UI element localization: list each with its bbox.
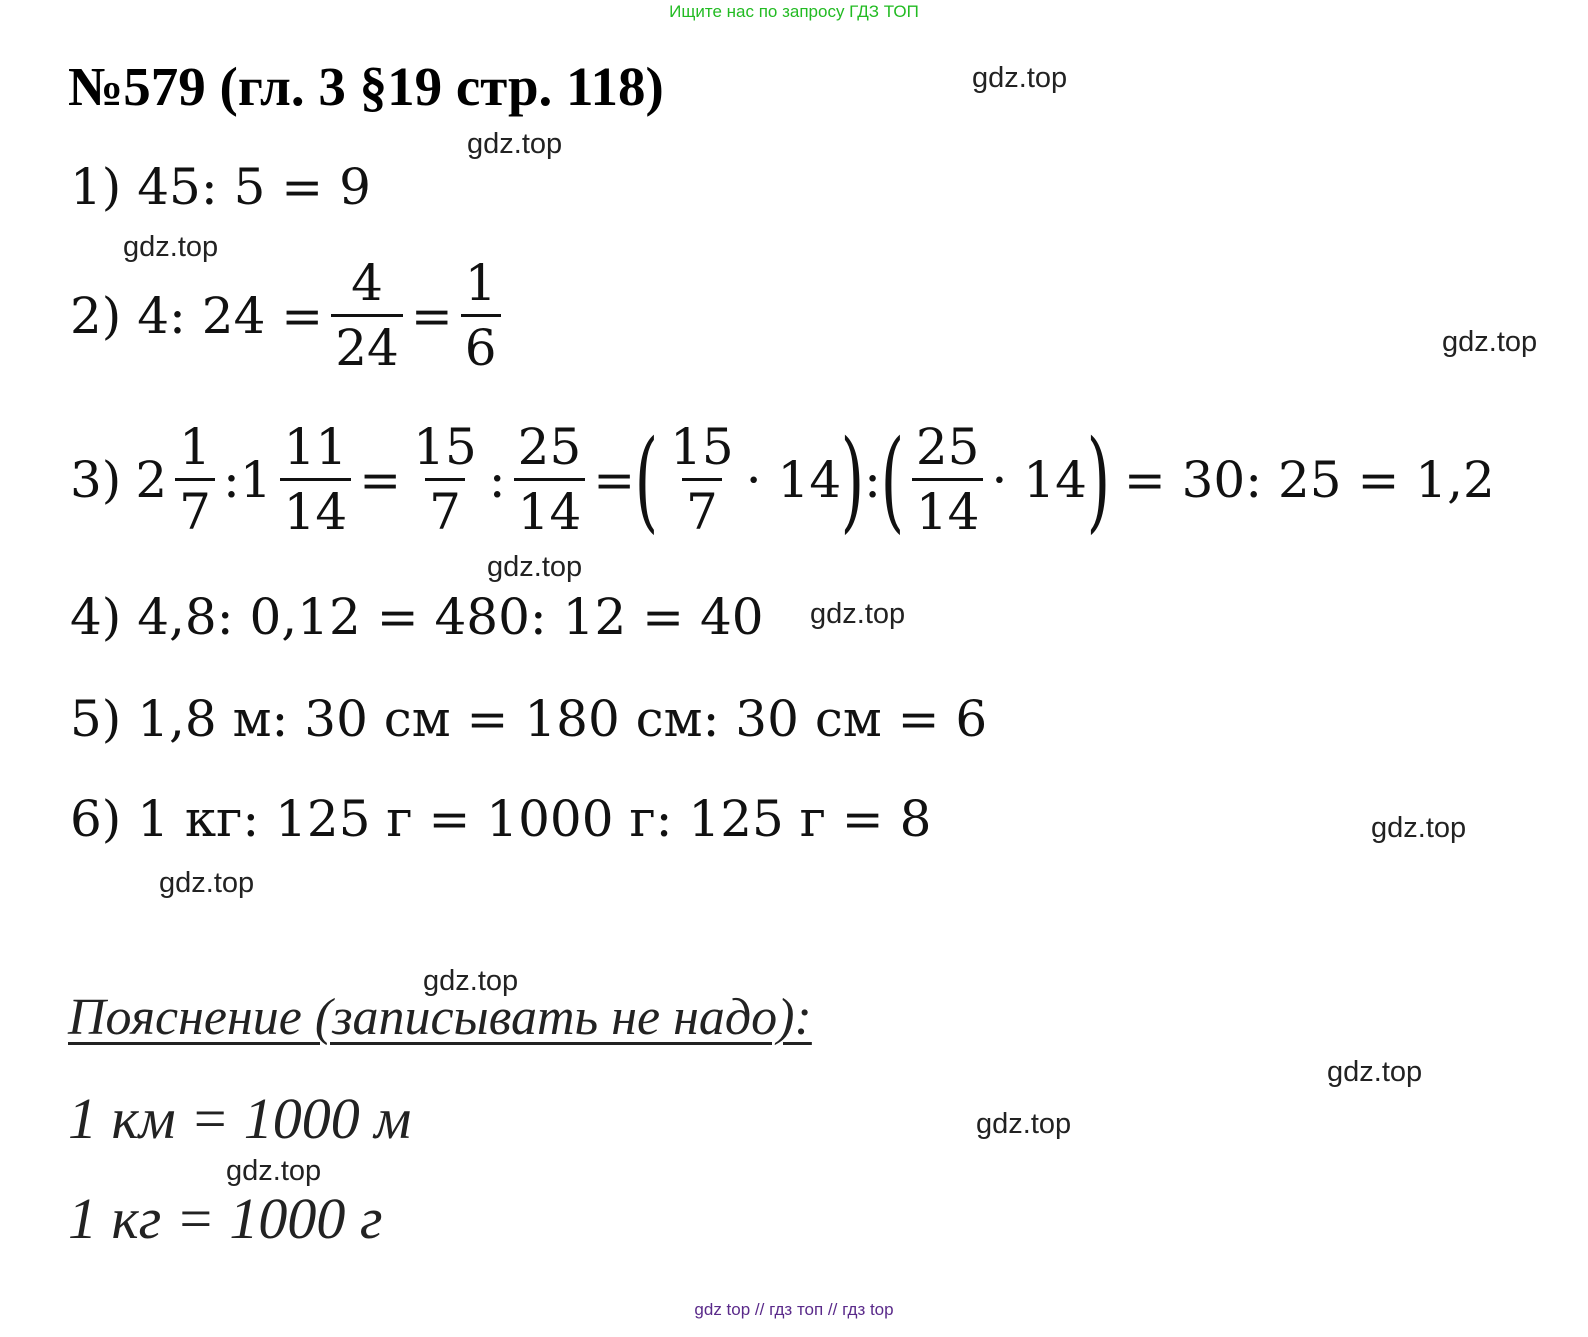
equation-tail: = 30: 25 = 1,2 bbox=[1123, 450, 1495, 509]
watermark: gdz.top bbox=[972, 62, 1068, 94]
fraction bbox=[666, 418, 738, 541]
line-number: 3) bbox=[70, 450, 122, 509]
division-sign: : bbox=[488, 450, 506, 509]
multiplier: · 14 bbox=[745, 450, 842, 509]
equals-sign: = bbox=[593, 450, 636, 509]
numerator: 4 bbox=[351, 254, 383, 312]
left-parenthesis: ( bbox=[634, 415, 659, 544]
numerator: 15 bbox=[670, 418, 734, 476]
numerator: 25 bbox=[915, 418, 980, 476]
multiplier: · 14 bbox=[991, 450, 1087, 509]
equals-sign: = bbox=[410, 286, 453, 345]
watermark: gdz.top bbox=[226, 1155, 322, 1187]
fraction bbox=[514, 418, 586, 541]
solution-line-2 bbox=[70, 254, 509, 377]
fraction bbox=[331, 254, 403, 377]
mixed-number bbox=[135, 418, 223, 541]
right-parenthesis: ) bbox=[1086, 415, 1111, 544]
numerator: 15 bbox=[413, 418, 477, 476]
division-sign: : bbox=[864, 450, 881, 509]
solution-line-4 bbox=[70, 588, 764, 646]
solution-line-5 bbox=[70, 690, 987, 748]
fraction bbox=[912, 418, 984, 541]
denominator: 7 bbox=[175, 478, 215, 537]
watermark: gdz.top bbox=[810, 598, 906, 630]
denominator: 24 bbox=[331, 314, 403, 373]
watermark: gdz.top bbox=[1442, 326, 1538, 358]
denominator: 14 bbox=[912, 478, 984, 537]
numerator: 1 bbox=[179, 418, 211, 476]
denominator: 14 bbox=[280, 478, 352, 537]
fraction bbox=[461, 254, 501, 377]
watermark: gdz.top bbox=[487, 551, 583, 583]
denominator: 14 bbox=[514, 478, 586, 537]
equation-text: 5) 1,8 м: 30 см = 180 см: 30 см = 6 bbox=[70, 690, 988, 748]
watermark: gdz.top bbox=[123, 231, 219, 263]
footer-links[interactable]: gdz top // гдз топ // гдз top bbox=[694, 1300, 894, 1319]
solution-line-6 bbox=[70, 790, 931, 848]
whole-part: 2 bbox=[135, 450, 168, 509]
equals-sign: = bbox=[359, 450, 402, 509]
whole-part: 1 bbox=[239, 450, 272, 509]
numerator: 11 bbox=[283, 418, 348, 476]
conversion-km: 1 км = 1000 м bbox=[68, 1086, 412, 1151]
watermark: gdz.top bbox=[159, 867, 255, 899]
numerator: 25 bbox=[517, 418, 582, 476]
mixed-number bbox=[239, 418, 359, 541]
top-search-link[interactable]: Ищите нас по запросу ГДЗ ТОП bbox=[669, 2, 919, 21]
denominator: 7 bbox=[425, 478, 465, 537]
right-parenthesis: ) bbox=[840, 415, 865, 544]
page-title: №579 (гл. 3 §19 стр. 118) bbox=[68, 56, 664, 117]
solution-line-1 bbox=[70, 158, 371, 216]
watermark: gdz.top bbox=[1327, 1056, 1423, 1088]
watermark: gdz.top bbox=[1371, 812, 1467, 844]
explanation-heading: Пояснение (записывать не надо): bbox=[68, 989, 812, 1046]
denominator: 7 bbox=[682, 478, 722, 537]
numerator: 1 bbox=[464, 254, 497, 312]
left-parenthesis: ( bbox=[880, 415, 905, 544]
solution-line-3 bbox=[70, 415, 1495, 544]
conversion-kg: 1 кг = 1000 г bbox=[68, 1186, 383, 1251]
denominator: 6 bbox=[461, 314, 501, 373]
equation-text: 1) 45: 5 = 9 bbox=[70, 158, 371, 216]
watermark: gdz.top bbox=[467, 128, 563, 160]
watermark: gdz.top bbox=[976, 1108, 1072, 1140]
equation-text: 6) 1 кг: 125 г = 1000 г: 125 г = 8 bbox=[70, 790, 932, 848]
watermark: gdz.top bbox=[423, 965, 519, 997]
equation-prefix: 2) 4: 24 = bbox=[70, 286, 324, 345]
division-sign: : bbox=[222, 450, 240, 509]
equation-text: 4) 4,8: 0,12 = 480: 12 = 40 bbox=[70, 588, 764, 646]
fraction bbox=[409, 418, 481, 541]
